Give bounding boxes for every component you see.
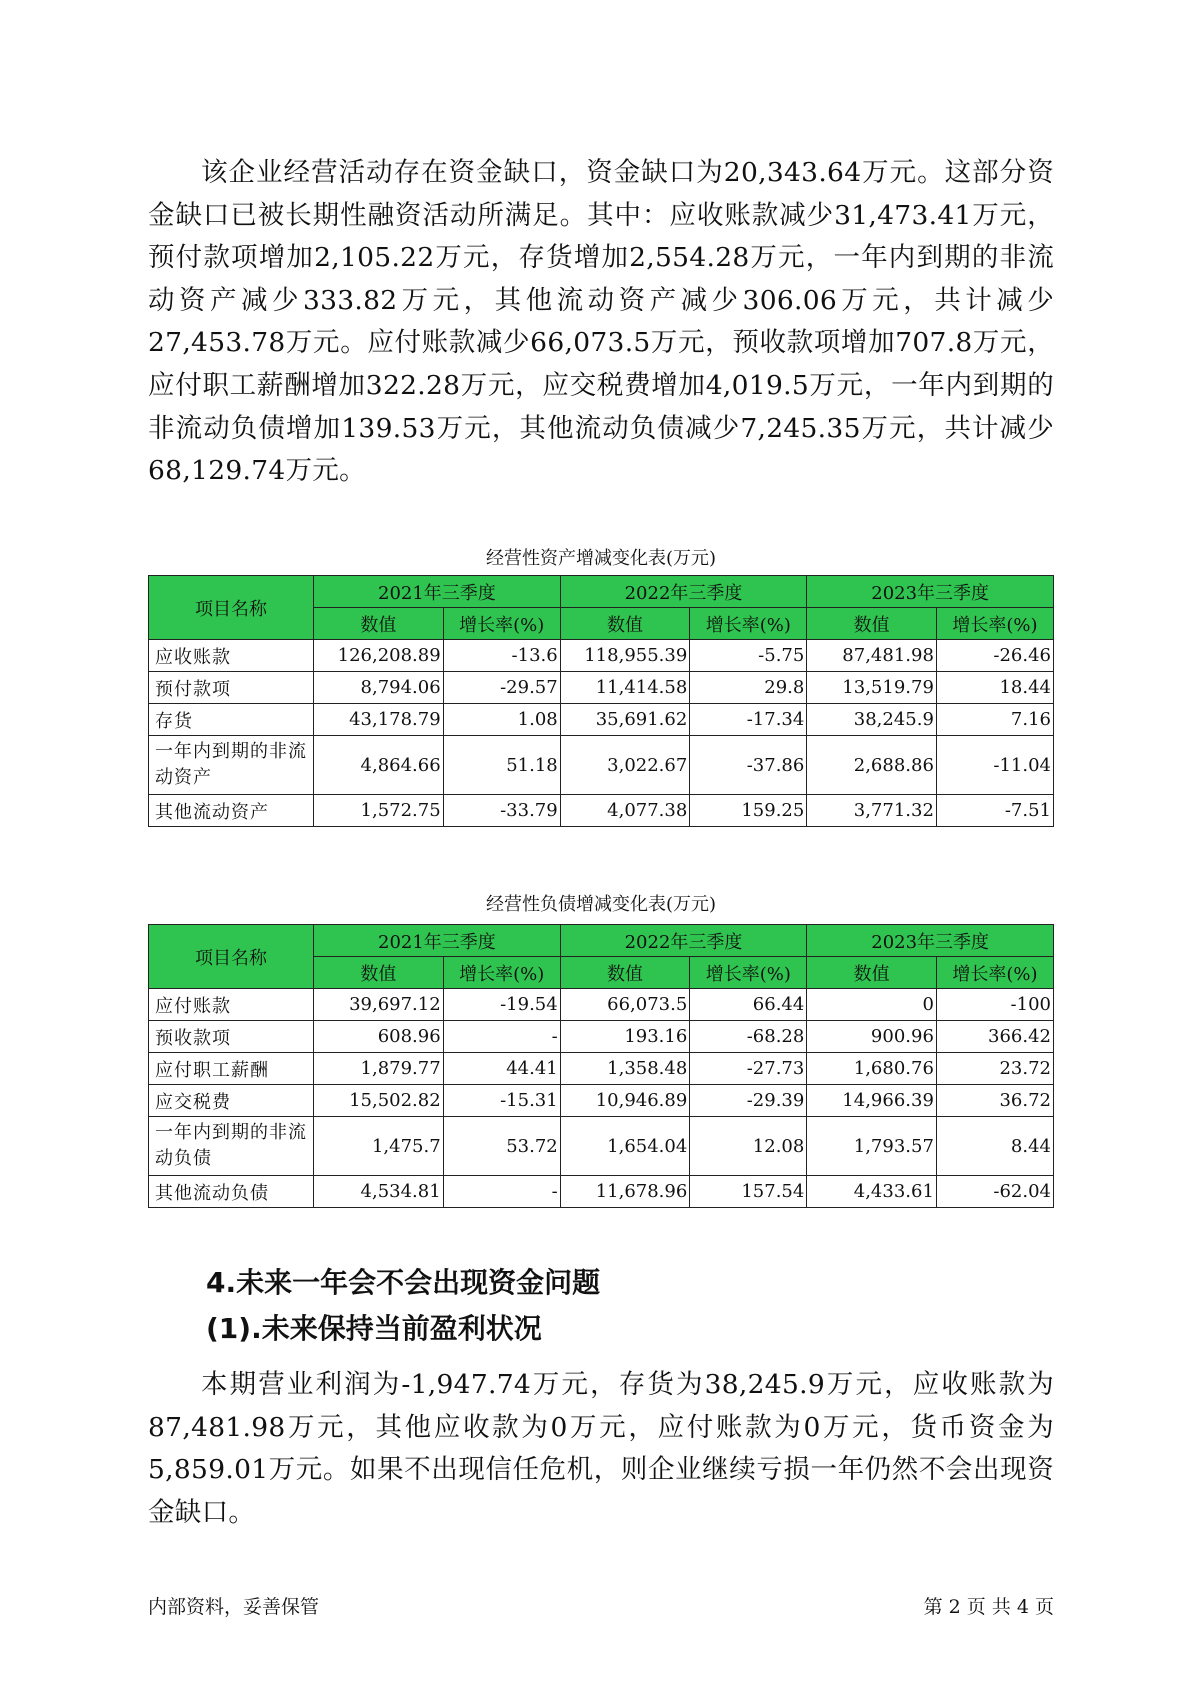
header-rate: 增长率(%) [443,608,560,640]
header-item-name: 项目名称 [149,576,314,640]
table-cell: 1.08 [443,704,560,736]
table-cell: 4,077.38 [560,795,690,827]
table-cell: -27.73 [690,1053,807,1085]
table-cell: 44.41 [443,1053,560,1085]
table-cell: - [443,1021,560,1053]
table-cell: 1,879.77 [314,1053,444,1085]
table-cell: -33.79 [443,795,560,827]
row-label: 一年内到期的非流动负债 [149,1117,314,1176]
table-row [149,795,1054,827]
header-period-2022: 2022年三季度 [560,925,807,957]
header-period-2022: 2022年三季度 [560,576,807,608]
table-cell: 8,794.06 [314,672,444,704]
table-cell: 39,697.12 [314,989,444,1021]
row-label: 应付账款 [149,989,314,1021]
table-cell: 159.25 [690,795,807,827]
row-label: 应付职工薪酬 [149,1053,314,1085]
table-cell: 1,475.7 [314,1117,444,1176]
header-rate: 增长率(%) [936,608,1053,640]
table-cell: 11,414.58 [560,672,690,704]
table-cell: 2,688.86 [807,736,937,795]
table-cell: -17.34 [690,704,807,736]
table-cell: 366.42 [936,1021,1053,1053]
table-cell: 66.44 [690,989,807,1021]
table-cell: 0 [807,989,937,1021]
table-cell: 38,245.9 [807,704,937,736]
header-period-2021: 2021年三季度 [314,576,561,608]
table-cell: -13.6 [443,640,560,672]
table-cell: 1,680.76 [807,1053,937,1085]
table-cell: -29.39 [690,1085,807,1117]
table-cell: -15.31 [443,1085,560,1117]
table-cell: 118,955.39 [560,640,690,672]
table-cell: 87,481.98 [807,640,937,672]
header-rate: 增长率(%) [443,957,560,989]
table-cell: -7.51 [936,795,1053,827]
table-cell: 608.96 [314,1021,444,1053]
table-row [149,1053,1054,1085]
header-item-name: 项目名称 [149,925,314,989]
table-cell: 1,572.75 [314,795,444,827]
table-cell: 1,358.48 [560,1053,690,1085]
row-label: 其他流动资产 [149,795,314,827]
table-cell: 8.44 [936,1117,1053,1176]
table-cell: 12.08 [690,1117,807,1176]
table-cell: 53.72 [443,1117,560,1176]
row-label: 存货 [149,704,314,736]
table-cell: 3,771.32 [807,795,937,827]
table-row [149,640,1054,672]
row-label: 其他流动负债 [149,1176,314,1208]
table-cell: 157.54 [690,1176,807,1208]
asset-table-caption: 经营性资产增减变化表(万元) [485,548,717,569]
header-value: 数值 [314,608,444,640]
table-cell: 51.18 [443,736,560,795]
table-row [149,704,1054,736]
table-cell: 15,502.82 [314,1085,444,1117]
asset-change-table [148,575,1054,827]
table-row [149,672,1054,704]
table-cell: -37.86 [690,736,807,795]
table-row [149,1085,1054,1117]
table-cell: -26.46 [936,640,1053,672]
table-row [149,1176,1054,1208]
footer-page-number: 第 2 页 共 4 页 [923,1596,1054,1618]
table-cell: 1,654.04 [560,1117,690,1176]
table-cell: 14,966.39 [807,1085,937,1117]
table-cell: 7.16 [936,704,1053,736]
table-cell: 13,519.79 [807,672,937,704]
row-label: 预收款项 [149,1021,314,1053]
table-cell: 43,178.79 [314,704,444,736]
header-value: 数值 [807,957,937,989]
table-cell: 4,864.66 [314,736,444,795]
table-cell: 3,022.67 [560,736,690,795]
table-row [149,1117,1054,1176]
table-cell: 11,678.96 [560,1176,690,1208]
table-cell: 10,946.89 [560,1085,690,1117]
header-period-2023: 2023年三季度 [807,925,1054,957]
table-cell: 126,208.89 [314,640,444,672]
header-rate: 增长率(%) [936,957,1053,989]
footer-confidential-note: 内部资料，妥善保管 [148,1596,320,1618]
table-row [149,989,1054,1021]
table-cell: -68.28 [690,1021,807,1053]
table-cell: 23.72 [936,1053,1053,1085]
table-cell: 35,691.62 [560,704,690,736]
table-cell: 193.16 [560,1021,690,1053]
header-value: 数值 [314,957,444,989]
row-label: 应收账款 [149,640,314,672]
table-cell: 18.44 [936,672,1053,704]
liability-table-caption: 经营性负债增减变化表(万元) [485,894,717,915]
table-cell: -5.75 [690,640,807,672]
subsection-heading: (1).未来保持当前盈利状况 [206,1312,542,1345]
table-cell: -11.04 [936,736,1053,795]
liability-change-table [148,924,1054,1208]
header-value: 数值 [560,608,690,640]
table-cell: -19.54 [443,989,560,1021]
table-cell: -62.04 [936,1176,1053,1208]
table-cell: 29.8 [690,672,807,704]
row-label: 一年内到期的非流动资产 [149,736,314,795]
table-row [149,736,1054,795]
header-value: 数值 [807,608,937,640]
table-cell: 36.72 [936,1085,1053,1117]
table-cell: -100 [936,989,1053,1021]
section-heading: 4.未来一年会不会出现资金问题 [206,1266,601,1299]
table-cell: - [443,1176,560,1208]
table-cell: 4,534.81 [314,1176,444,1208]
body-paragraph-cash-gap: 该企业经营活动存在资金缺口，资金缺口为20,343.64万元。这部分资金缺口已被长期性融资活动所满足。其中：应收账款减少31,473.41万元，预付款项增加2,105.22万元，存货增加2,554.28万元，一年内到期的非流动资产减少333.82万元，其他流动资产减少306.06万元，共计减少27,453.78万元。应付账款减少66,073.5万元，预收款项增加707.8万元，应付职工薪酬增加322.28万元，应交税费增加4,019.5万元，一年内到期的非流动负债增加139.53万元，其他流动负债减少7,245.35万元，共计减少68,129.74万元。 [148,157,1054,487]
row-label: 应交税费 [149,1085,314,1117]
header-rate: 增长率(%) [690,957,807,989]
row-label: 预付款项 [149,672,314,704]
header-rate: 增长率(%) [690,608,807,640]
table-cell: 1,793.57 [807,1117,937,1176]
header-period-2021: 2021年三季度 [314,925,561,957]
table-cell: 900.96 [807,1021,937,1053]
table-cell: 4,433.61 [807,1176,937,1208]
table-cell: 66,073.5 [560,989,690,1021]
header-value: 数值 [560,957,690,989]
body-paragraph-outlook: 本期营业利润为-1,947.74万元，存货为38,245.9万元，应收账款为87,481.98万元，其他应收款为0万元，应付账款为0万元，货币资金为5,859.01万元。如果不出现信任危机，则企业继续亏损一年仍然不会出现资金缺口。 [148,1369,1054,1528]
header-period-2023: 2023年三季度 [807,576,1054,608]
table-cell: -29.57 [443,672,560,704]
table-row [149,1021,1054,1053]
